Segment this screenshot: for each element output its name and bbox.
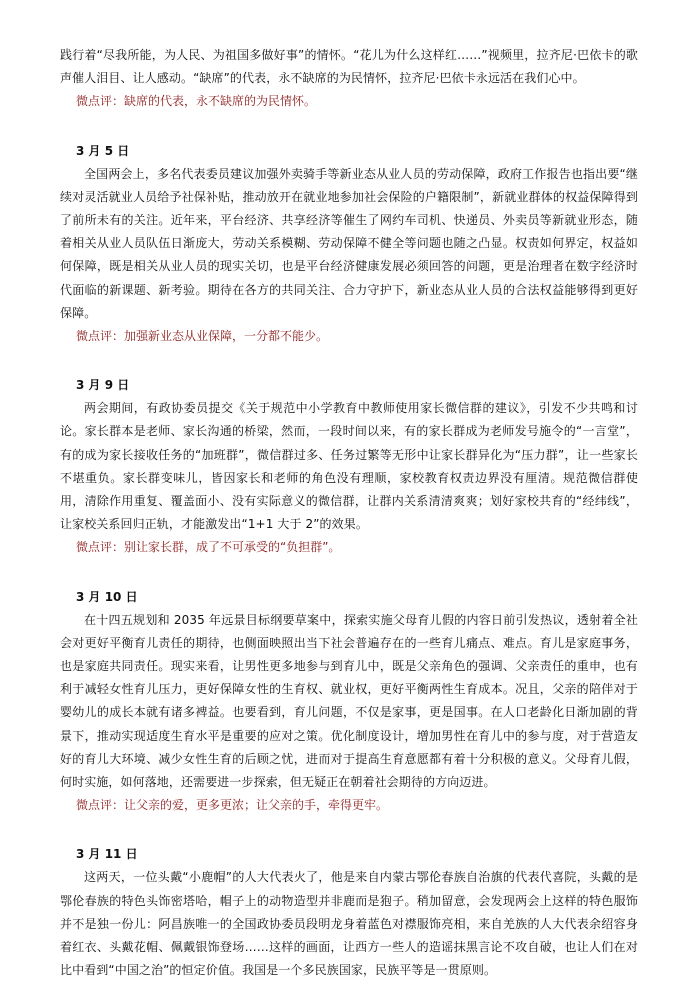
entry-comment: 微点评：别让家长群，成了不可承受的“负担群”。 (76, 540, 341, 555)
section-gap (60, 348, 638, 374)
entry-comment: 微点评：让父亲的爱，更多更浓；让父亲的手，牵得更牢。 (76, 798, 389, 813)
entry-paragraph: 在十四五规划和 2035 年远景目标纲要草案中，探索实施父母育儿假的内容日前引发热议，透射着全社会对更好平衡育儿责任的期待，也侧面映照出当下社会普遍存在的一些育儿痛点、难点。育儿是家庭事务，也是家庭共同责任。现实来看，让男性更多地参与到育儿中，既是父亲角色的强调、父亲责任的重申，也有利于减轻女性育儿压力，更好保障女性的生育权、就业权，更好平衡两性生育成本。况且，父亲的陪伴对于婴幼儿的成长本就有诸多裨益。也要看到，育儿问题，不仅是家事，更是国事。在人口老龄化日渐加剧的背景下，推动实现适度生育水平是重要的应对之策。优化制度设计，增加男性在育儿中的参与度，对于营造友好的育儿大环境、减少女性生育的后顾之忧，进而对于提高生育意愿都有着十分积极的意义。父母育儿假，何时实施，如何落地，还需要进一步探索，但无疑正在朝着社会期待的方向迈进。 (60, 612, 638, 790)
entry-date: 3 月 10 日 (76, 589, 138, 604)
intro-comment: 微点评：缺席的代表，永不缺席的为民情怀。 (76, 94, 317, 109)
entry-date: 3 月 9 日 (76, 378, 130, 393)
section-gap (60, 560, 638, 586)
entry-date: 3 月 11 日 (76, 847, 138, 862)
entry-paragraph: 两会期间，有政协委员提交《关于规范中小学教育中教师使用家长微信群的建议》，引发不少共鸣和讨论。家长群本是老师、家长沟通的桥梁，然而，一段时间以来，有的家长群成为老师发号施令的“一言堂”，有的成为家长接收任务的“加班群”，微信群过多、任务过繁等无形中让家长群异化为“压力群”，让一些家长不堪重负。家长群变味儿，皆因家长和老师的角色没有理顺，家校教育权责边界没有厘清。规范微信群使用，清除作用重复、覆盖面小、没有实际意义的微信群，让群内关系清清爽爽；划好家校共育的“经纬线”，让家校关系回归正轨，才能激发出“1+1 大于 2”的效果。 (60, 401, 638, 532)
section-gap (60, 817, 638, 843)
entry-mar-11 (60, 843, 638, 982)
section-gap (60, 114, 638, 140)
entry-mar-5 (60, 140, 638, 349)
entry-mar-9 (60, 374, 638, 559)
entry-paragraph: 这两天，一位头戴“小鹿帽”的人大代表火了，他是来自内蒙古鄂伦春族自治旗的代表代喜院，头戴的是鄂伦春族的特色头饰密塔哈，帽子上的动物造型并非鹿而是狍子。稍加留意，会发现两会上这样的特色服饰并不是独一份儿：阿昌族唯一的全国政协委员段明龙身着蓝色对襟服饰亮相，来自羌族的人大代表余绍容身着红衣、头戴花帽、佩戴银饰登场……这样的画面，让西方一些人的造谣抹黑言论不攻自破，也让人们在对比中看到“中国之治”的恒定价值。我国是一个多民族国家，民族平等是一贯原则。 (60, 870, 638, 978)
intro-paragraph: 践行着“尽我所能，为人民、为祖国多做好事”的情怀。“花儿为什么这样红……”视频里，拉齐尼·巴依卡的歌声催人泪目、让人感动。“缺席”的代表，永不缺席的为民情怀，拉齐尼·巴依卡永远活在我们心中。 (60, 48, 638, 86)
entry-comment: 微点评：加强新业态从业保障，一分都不能少。 (76, 329, 329, 344)
entry-mar-10 (60, 586, 638, 818)
entry-paragraph: 全国两会上，多名代表委员建议加强外卖骑手等新业态从业人员的劳动保障，政府工作报告也指出要“继续对灵活就业人员给予社保补贴，推动放开在就业地参加社会保险的户籍限制”，新就业群体的权益保障得到了前所未有的关注。近年来，平台经济、共享经济等催生了网约车司机、快递员、外卖员等新就业形态，随着相关从业人员队伍日渐庞大，劳动关系模糊、劳动保障不健全等问题也随之凸显。权责如何界定，权益如何保障，既是相关从业人员的现实关切，也是平台经济健康发展必须回答的问题，更是治理者在数字经济时代面临的新课题、新考验。期待在各方的共同关注、合力守护下，新业态从业人员的合法权益能够得到更好保障。 (60, 166, 638, 320)
entry-date: 3 月 5 日 (76, 143, 130, 158)
document-page (60, 44, 638, 983)
